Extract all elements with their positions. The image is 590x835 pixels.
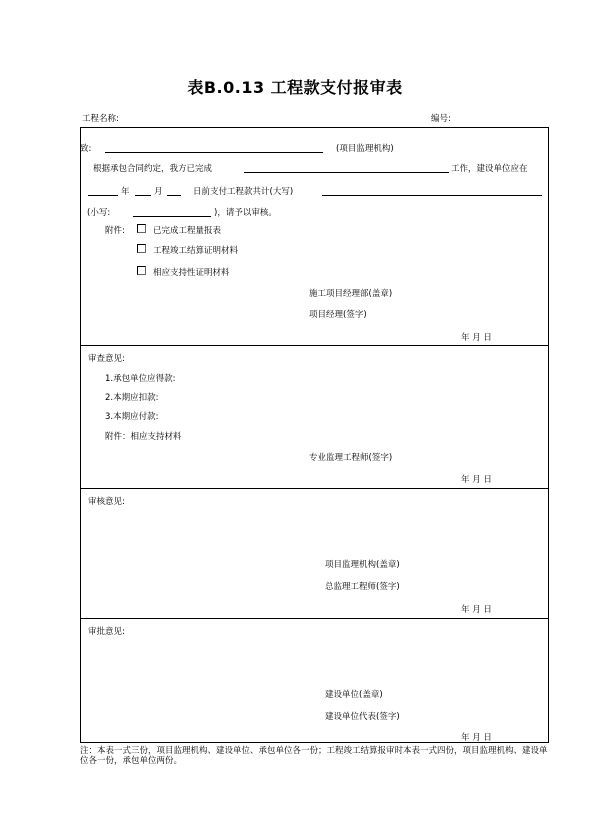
owner-representative-sign-label: 建设单位代表(签字)	[325, 712, 400, 722]
supervisor-org-seal-label: 项目监理机构(盖章)	[325, 560, 400, 570]
amount-uppercase-label: 日前支付工程款共计(大写)	[193, 187, 294, 197]
review-item: 2.本期应扣款:	[105, 393, 159, 403]
attachment-checkbox[interactable]	[137, 266, 146, 275]
form-title: 表B.0.13 工程款支付报审表	[187, 78, 403, 97]
month-field[interactable]	[135, 195, 151, 196]
completed-work-suffix: 工作，建设单位应在	[451, 164, 528, 174]
review-request-text: )，请予以审核。	[214, 208, 277, 218]
month-label: 月	[154, 187, 163, 197]
review-item: 3.本期应付款:	[105, 412, 159, 422]
date-label: 年 月 日	[461, 733, 492, 743]
section-divider	[80, 618, 549, 619]
completed-work-field[interactable]	[244, 172, 449, 173]
audit-opinion-heading: 审核意见:	[88, 497, 125, 507]
amount-uppercase-field[interactable]	[322, 195, 542, 196]
date-label: 年 月 日	[461, 475, 492, 485]
amount-lowercase-label: (小写:	[87, 208, 111, 218]
section-divider	[80, 488, 549, 489]
to-label: 致:	[80, 144, 92, 154]
date-label: 年 月 日	[461, 333, 492, 343]
completed-work-prefix: 根据承包合同约定，我方已完成	[93, 164, 213, 174]
year-label: 年	[121, 187, 130, 197]
attachment-item: 工程竣工结算证明材料	[153, 246, 239, 256]
footnote: 注：本表一式三份，项目监理机构、建设单位、承包单位各一份；工程竣工结算报审时本表一式四份，项目监理机构、建设单位各一份，承包单位两份。	[80, 746, 548, 766]
owner-seal-label: 建设单位(盖章)	[325, 690, 383, 700]
supervising-engineer-sign-label: 专业监理工程师(签字)	[309, 453, 393, 463]
attachment-checkbox[interactable]	[137, 244, 146, 253]
day-field[interactable]	[167, 195, 181, 196]
supervisor-org-label: (项目监理机构)	[336, 144, 394, 154]
chief-engineer-sign-label: 总监理工程师(签字)	[325, 582, 400, 592]
section-divider	[80, 345, 549, 346]
review-opinion-heading: 审查意见:	[88, 354, 125, 364]
attachment-item: 相应支持性证明材料	[153, 268, 230, 278]
review-item: 1.承包单位应得款:	[105, 374, 176, 384]
contractor-seal-label: 施工项目经理部(盖章)	[309, 289, 393, 299]
year-field[interactable]	[88, 195, 118, 196]
date-label: 年 月 日	[461, 605, 492, 615]
number-label: 编号:	[431, 114, 451, 124]
attachment-checkbox[interactable]	[137, 224, 146, 233]
attachment-item: 已完成工程量报表	[153, 226, 222, 236]
recipient-field[interactable]	[105, 152, 323, 153]
project-manager-sign-label: 项目经理(签字)	[309, 310, 367, 320]
amount-lowercase-field[interactable]	[133, 216, 211, 217]
attachment-label: 附件:	[105, 226, 125, 236]
project-name-label: 工程名称:	[82, 114, 119, 124]
approval-opinion-heading: 审批意见:	[88, 627, 125, 637]
review-item: 附件：相应支持材料	[105, 432, 182, 442]
